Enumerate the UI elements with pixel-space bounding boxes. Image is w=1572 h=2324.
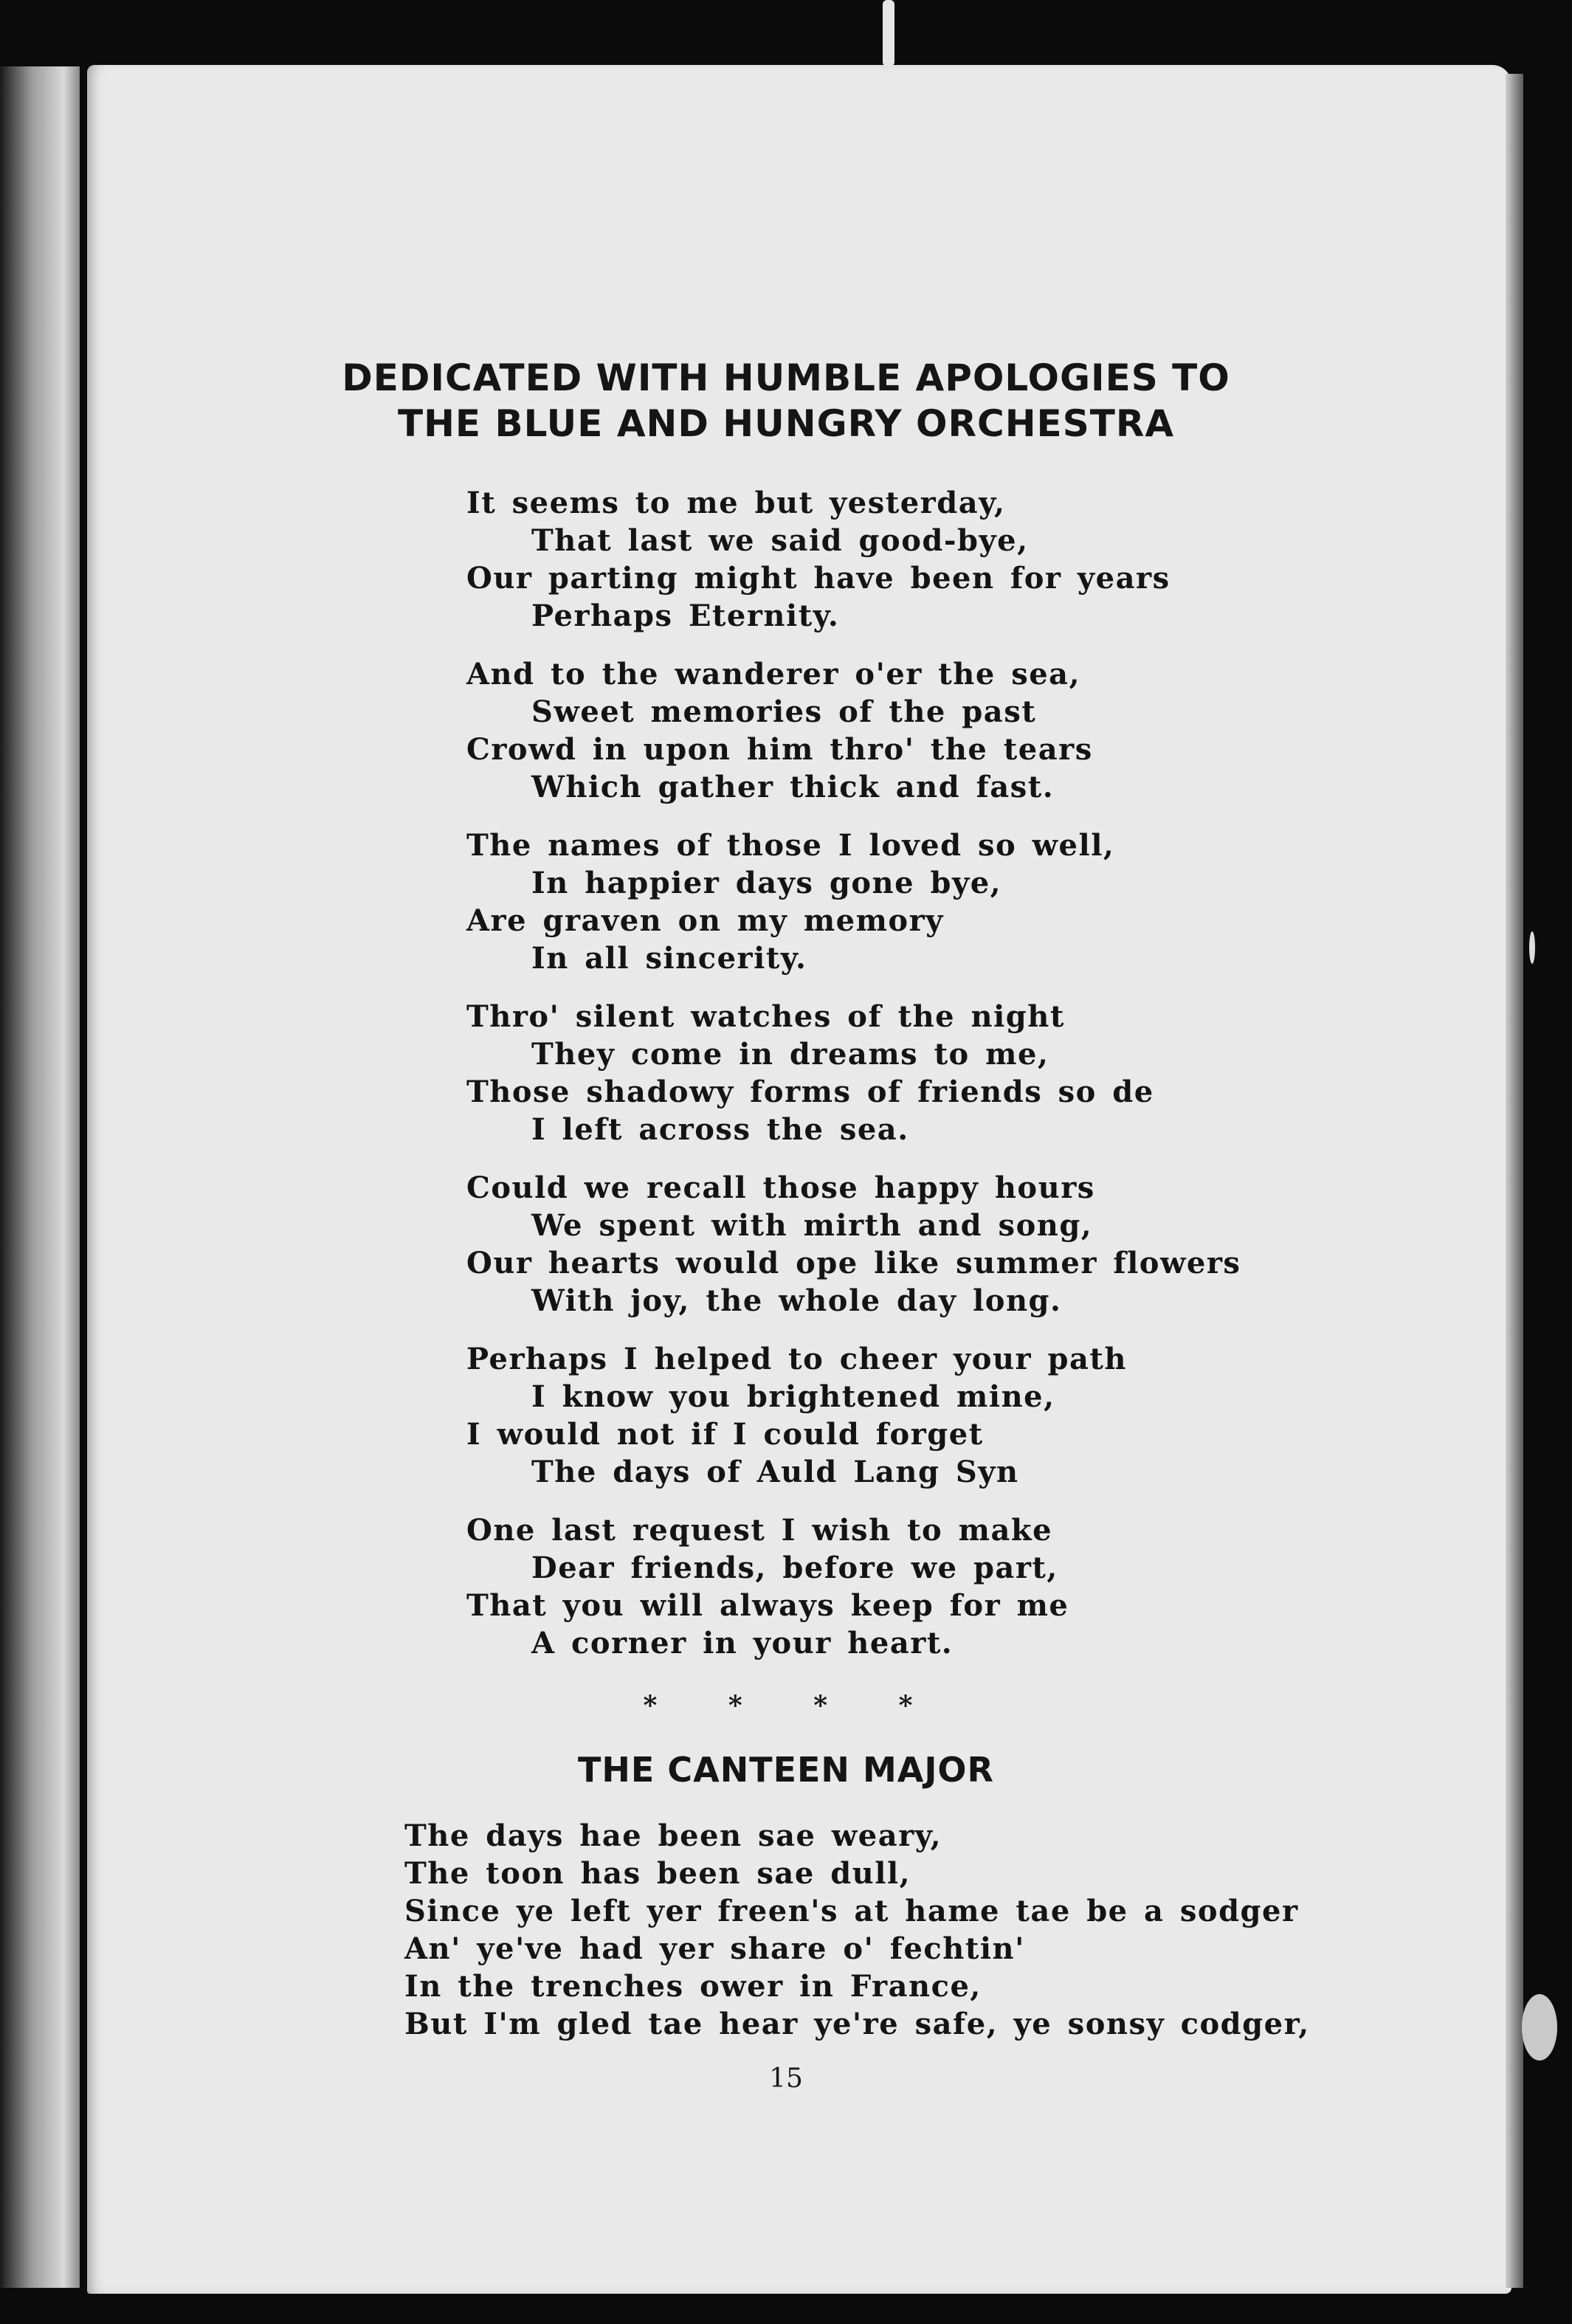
canteen-major-poem	[404, 1817, 1310, 2043]
poem-line: The names of those I loved so well,	[466, 828, 1115, 863]
poem-line: Since ye left yer freen's at hame tae be a sodger	[404, 1894, 1299, 1928]
poem-line: In the trenches ower in France,	[404, 1969, 982, 2004]
poem-line: Are graven on my memory	[466, 903, 944, 938]
poem-line: A corner in your heart.	[531, 1626, 954, 1661]
scan-blemish	[883, 0, 894, 66]
poem-line: In all sincerity.	[531, 941, 807, 976]
poem-line: Which gather thick and fast.	[531, 770, 1055, 804]
page-number: 15	[769, 2063, 803, 2094]
poem-line: We spent with mirth and song,	[531, 1208, 1093, 1243]
poem-line: Our hearts would ope like summer flowers	[466, 1246, 1241, 1280]
poem-line: Thro' silent watches of the night	[466, 999, 1065, 1034]
poem-line: Those shadowy forms of friends so de	[466, 1075, 1154, 1109]
poem-line: That last we said good-bye,	[531, 523, 1029, 558]
stanza	[466, 827, 1241, 977]
poem-line: One last request I wish to make	[466, 1513, 1053, 1548]
poem-line: But I'm gled tae hear ye're safe, ye sonsy codger,	[404, 2007, 1310, 2041]
stanza	[466, 1169, 1241, 1320]
poem-line: Crowd in upon him thro' the tears	[466, 732, 1093, 767]
poem-line: I would not if I could forget	[466, 1417, 984, 1452]
scan-blemish	[1522, 1994, 1557, 2061]
page-title-line-1: DEDICATED WITH HUMBLE APOLOGIES TO	[342, 356, 1230, 399]
page-title-line-2: THE BLUE AND HUNGRY ORCHESTRA	[397, 402, 1175, 445]
stanza	[466, 1340, 1241, 1491]
poem-line: And to the wanderer o'er the sea,	[466, 657, 1081, 692]
poem-line: I know you brightened mine,	[531, 1379, 1055, 1414]
poem-line: Our parting might have been for years	[466, 561, 1171, 596]
poem-line: Sweet memories of the past	[531, 694, 1037, 729]
poem-line: I left across the sea.	[531, 1112, 909, 1147]
poem-line: Dear friends, before we part,	[531, 1551, 1058, 1585]
stanza	[466, 998, 1241, 1148]
poem-line: Could we recall those happy hours	[466, 1170, 1095, 1205]
poem-line: They come in dreams to me,	[531, 1037, 1049, 1072]
poem-line: In happier days gone bye,	[531, 866, 1002, 900]
poem-line: Perhaps I helped to cheer your path	[466, 1342, 1127, 1376]
second-poem-title: THE CANTEEN MAJOR	[578, 1750, 994, 1790]
poem-line: The toon has been sae dull,	[404, 1856, 911, 1891]
stanza	[466, 655, 1241, 806]
stanza	[466, 1511, 1241, 1662]
poem-line: With joy, the whole day long.	[531, 1283, 1062, 1318]
poem-line: An' ye've had yer share o' fechtin'	[404, 1931, 1025, 1966]
poem-line: That you will always keep for me	[466, 1588, 1069, 1623]
stanza	[466, 484, 1241, 635]
poem-line: Perhaps Eternity.	[531, 599, 840, 633]
poem-line: It seems to me but yesterday,	[466, 486, 1006, 520]
poem-line: The days of Auld Lang Syn	[531, 1455, 1019, 1489]
dedication-poem	[466, 484, 1241, 1683]
poem-line: The days hae been sae weary,	[404, 1818, 942, 1853]
section-separator: * * * *	[643, 1690, 929, 1721]
scan-blemish	[1529, 931, 1535, 964]
